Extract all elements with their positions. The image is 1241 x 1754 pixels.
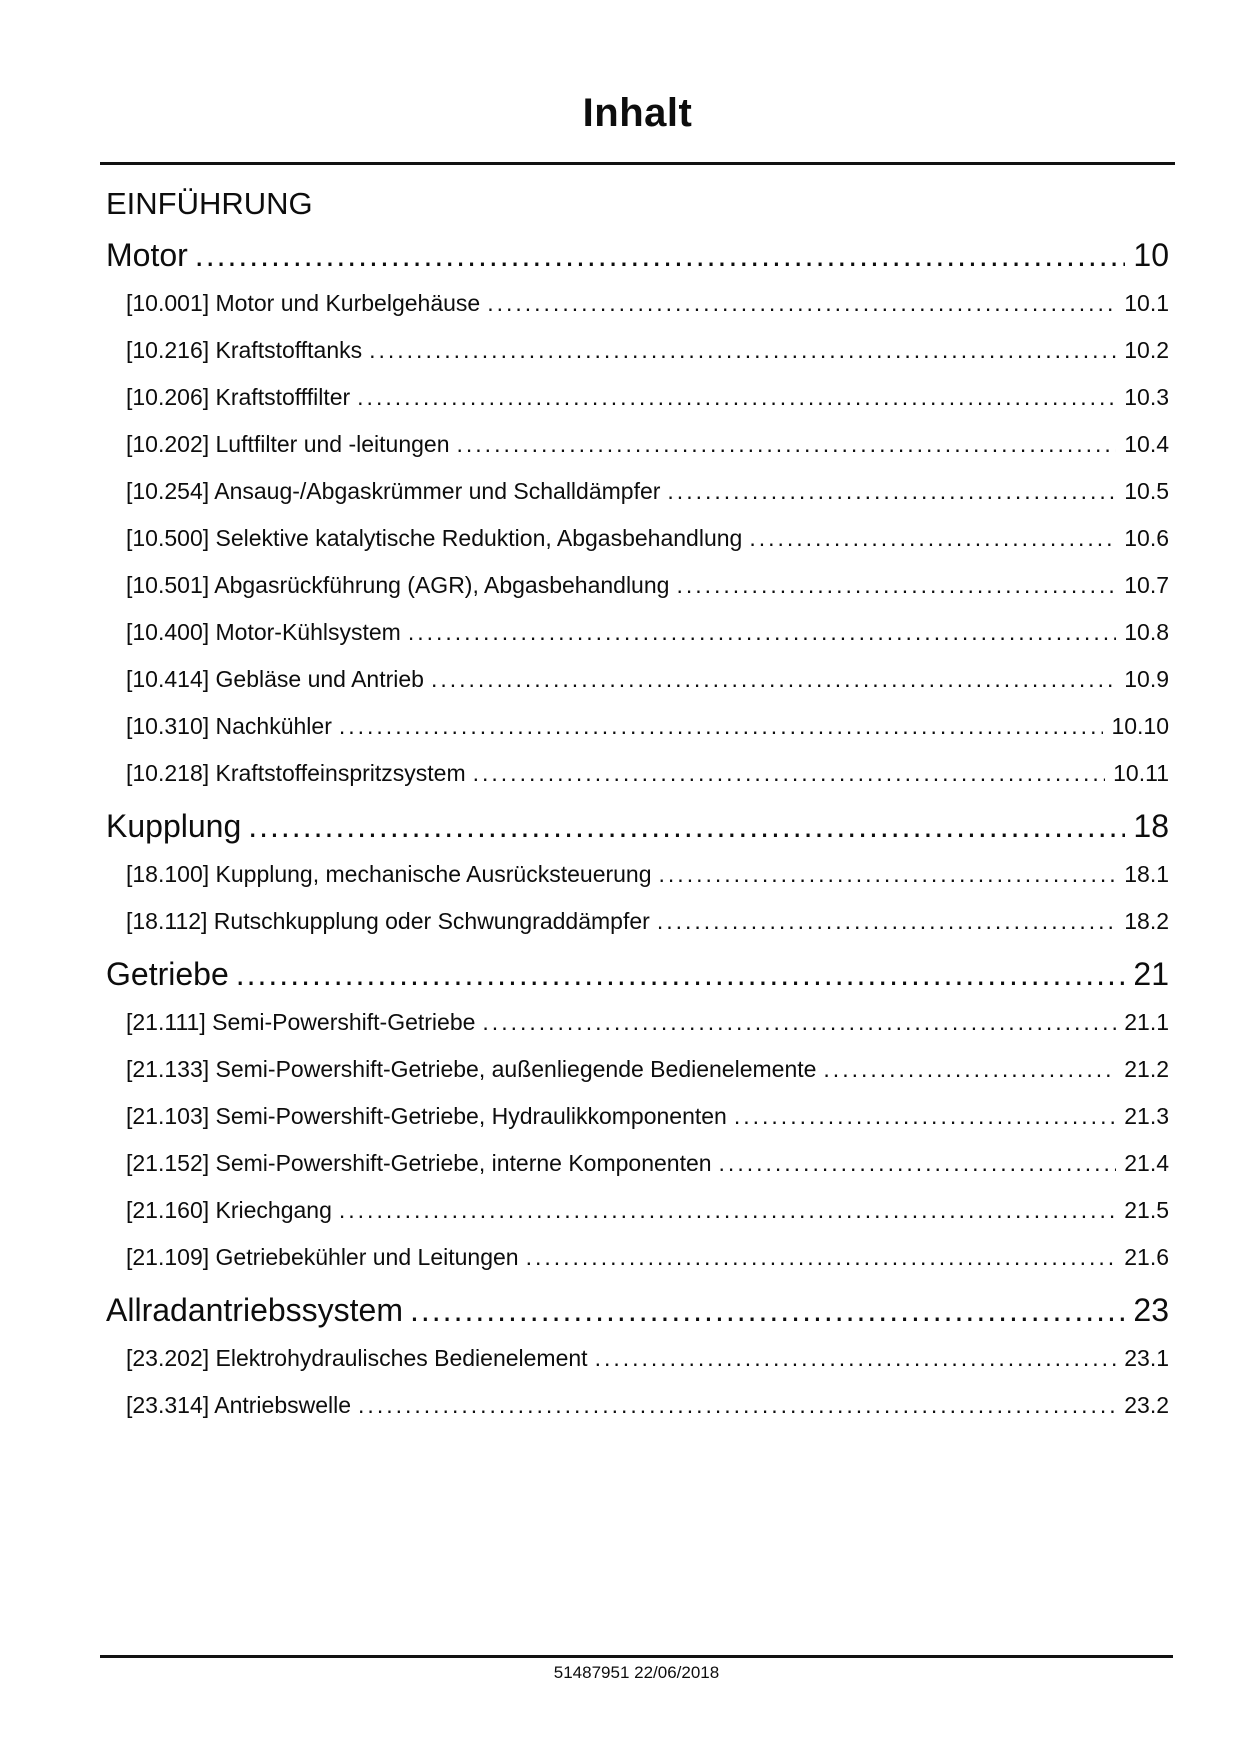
toc-item-row: [126, 1345, 1169, 1372]
header-rule: [100, 162, 1175, 165]
section-label: Motor: [106, 237, 188, 273]
dot-leader: [339, 713, 1104, 740]
section-label: Allradantriebssystem: [106, 1292, 403, 1328]
item-label: [18.112] Rutschkupplung oder Schwungraddämpfer: [126, 908, 650, 934]
dot-leader: [431, 666, 1116, 693]
toc-item-row: [126, 1197, 1169, 1224]
item-page-number: 10.4: [1124, 431, 1169, 457]
item-page-number: 21.2: [1124, 1056, 1169, 1082]
toc-section-row: [106, 956, 1169, 992]
dot-leader: [659, 861, 1117, 888]
dot-leader: [358, 1392, 1116, 1419]
toc-item-row: [126, 431, 1169, 458]
dot-leader: [734, 1103, 1116, 1130]
toc-section-row: [106, 1292, 1169, 1328]
item-label: [10.216] Kraftstofftanks: [126, 337, 363, 363]
item-page-number: 18.1: [1124, 861, 1169, 887]
item-label: [10.400] Motor-Kühlsystem: [126, 619, 401, 645]
dot-leader: [595, 1345, 1117, 1372]
item-label: [18.100] Kupplung, mechanische Ausrücksteuerung: [126, 861, 652, 887]
item-label: [21.160] Kriechgang: [126, 1197, 332, 1223]
item-page-number: 23.1: [1124, 1345, 1169, 1371]
toc-item-row: [126, 1056, 1169, 1083]
dot-leader: [195, 237, 1126, 273]
item-label: [10.001] Motor und Kurbelgehäuse: [126, 290, 481, 316]
item-label: [10.500] Selektive katalytische Reduktion, Abgasbehandlung: [126, 525, 743, 551]
dot-leader: [357, 384, 1116, 411]
item-label: [10.414] Gebläse und Antrieb: [126, 666, 424, 692]
item-label: [10.202] Luftfilter und -leitungen: [126, 431, 450, 457]
dot-leader: [719, 1150, 1117, 1177]
section-page-number: 23: [1133, 1292, 1169, 1328]
item-page-number: 10.3: [1124, 384, 1169, 410]
dot-leader: [236, 956, 1126, 992]
dot-leader: [487, 290, 1116, 317]
toc-item-row: [126, 760, 1169, 787]
dot-leader: [408, 619, 1116, 646]
item-label: [21.103] Semi-Powershift-Getriebe, Hydraulikkomponenten: [126, 1103, 727, 1129]
dot-leader: [473, 760, 1106, 787]
dot-leader: [749, 525, 1116, 552]
item-label: [23.314] Antriebswelle: [126, 1392, 352, 1418]
toc-item-row: [126, 713, 1169, 740]
dot-leader: [526, 1244, 1117, 1271]
section-label: Getriebe: [106, 956, 229, 992]
toc-item-row: [126, 666, 1169, 693]
item-page-number: 21.1: [1124, 1009, 1169, 1035]
item-page-number: 21.5: [1124, 1197, 1169, 1223]
toc-item-row: [126, 1244, 1169, 1271]
item-page-number: 23.2: [1124, 1392, 1169, 1418]
toc-item-row: [126, 861, 1169, 888]
dot-leader: [410, 1292, 1125, 1328]
item-label: [10.501] Abgasrückführung (AGR), Abgasbehandlung: [126, 572, 670, 598]
section-label: Kupplung: [106, 808, 242, 844]
item-page-number: 10.1: [1124, 290, 1169, 316]
item-label: [10.254] Ansaug-/Abgaskrümmer und Schalldämpfer: [126, 478, 661, 504]
dot-leader: [369, 337, 1116, 364]
item-page-number: 18.2: [1124, 908, 1169, 934]
toc-section-row: [106, 808, 1169, 844]
toc-sections: [106, 237, 1169, 1419]
item-page-number: 10.5: [1124, 478, 1169, 504]
item-label: [21.152] Semi-Powershift-Getriebe, interne Komponenten: [126, 1150, 712, 1176]
toc-section-row: [106, 237, 1169, 273]
toc-item-row: [126, 1103, 1169, 1130]
section-page-number: 21: [1133, 956, 1169, 992]
toc-item-row: [126, 337, 1169, 364]
toc-item-row: [126, 1150, 1169, 1177]
section-page-number: 10: [1133, 237, 1169, 273]
item-label: [21.133] Semi-Powershift-Getriebe, außenliegende Bedienelemente: [126, 1056, 817, 1082]
item-page-number: 21.6: [1124, 1244, 1169, 1270]
section-page-number: 18: [1133, 808, 1169, 844]
footer-text: 51487951 22/06/2018: [553, 1663, 720, 1682]
toc-item-row: [126, 290, 1169, 317]
item-page-number: 21.3: [1124, 1103, 1169, 1129]
toc-page: [106, 0, 1169, 1419]
dot-leader: [482, 1009, 1116, 1036]
item-label: [10.206] Kraftstofffilter: [126, 384, 351, 410]
item-label: [21.111] Semi-Powershift-Getriebe: [126, 1009, 476, 1035]
dot-leader: [248, 808, 1125, 844]
item-page-number: 10.11: [1113, 760, 1169, 786]
dot-leader: [657, 908, 1116, 935]
item-label: [10.218] Kraftstoffeinspritzsystem: [126, 760, 466, 786]
intro-heading: EINFÜHRUNG: [106, 186, 313, 221]
page-title: Inhalt: [582, 91, 693, 135]
page-footer: [100, 1655, 1173, 1683]
item-label: [21.109] Getriebekühler und Leitungen: [126, 1244, 519, 1270]
toc-item-row: [126, 1392, 1169, 1419]
item-page-number: 10.9: [1124, 666, 1169, 692]
toc-item-row: [126, 572, 1169, 599]
toc-item-row: [126, 1009, 1169, 1036]
dot-leader: [339, 1197, 1116, 1224]
dot-leader: [823, 1056, 1116, 1083]
item-page-number: 21.4: [1124, 1150, 1169, 1176]
item-page-number: 10.7: [1124, 572, 1169, 598]
toc-item-row: [126, 525, 1169, 552]
toc-item-row: [126, 619, 1169, 646]
toc-item-row: [126, 908, 1169, 935]
item-page-number: 10.6: [1124, 525, 1169, 551]
item-page-number: 10.2: [1124, 337, 1169, 363]
item-label: [23.202] Elektrohydraulisches Bedienelement: [126, 1345, 588, 1371]
item-page-number: 10.8: [1124, 619, 1169, 645]
toc-item-row: [126, 478, 1169, 505]
dot-leader: [457, 431, 1117, 458]
item-label: [10.310] Nachkühler: [126, 713, 332, 739]
dot-leader: [676, 572, 1116, 599]
toc-item-row: [126, 384, 1169, 411]
item-page-number: 10.10: [1111, 713, 1169, 739]
dot-leader: [667, 478, 1116, 505]
